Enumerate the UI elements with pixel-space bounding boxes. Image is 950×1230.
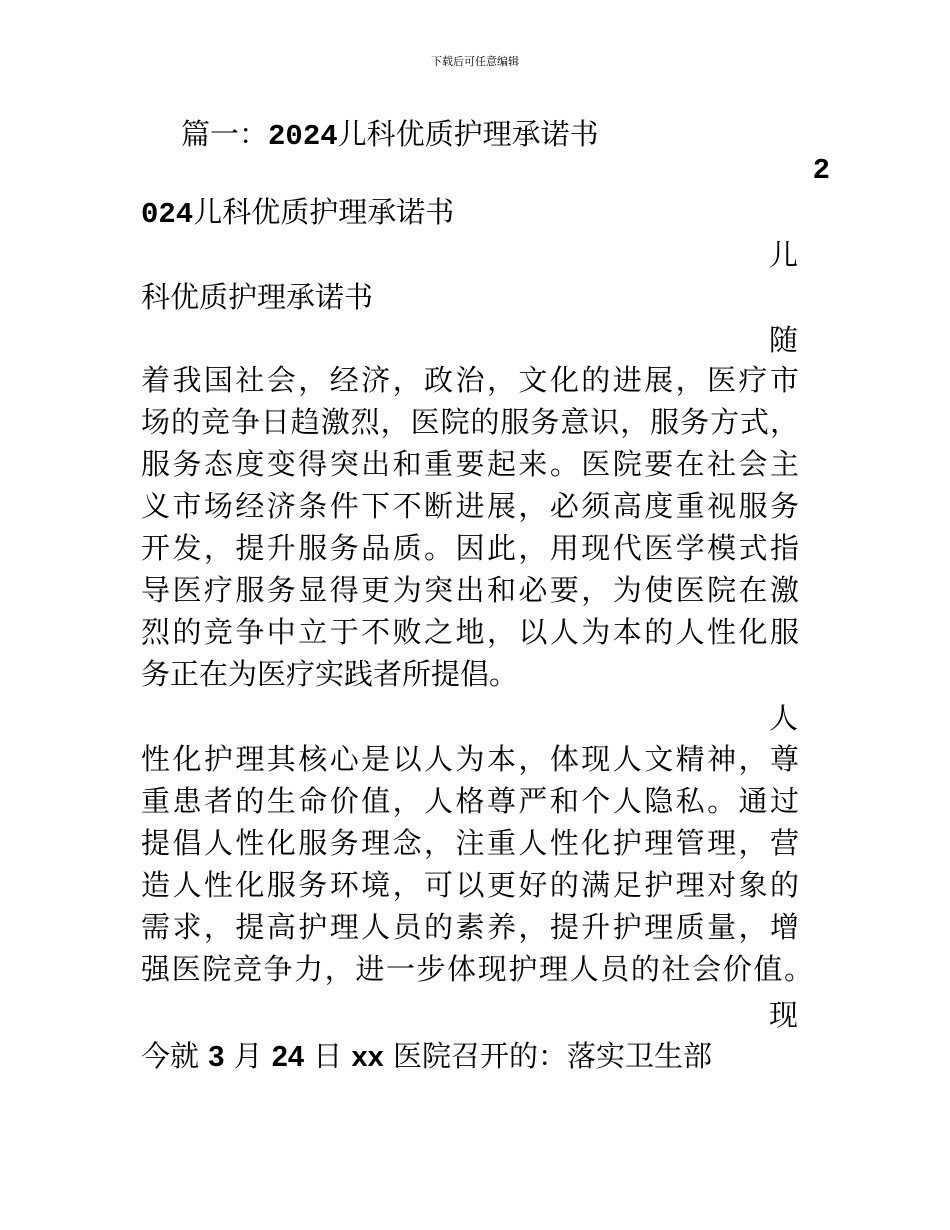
paragraph-2-start: 人 [768, 701, 798, 735]
line-4: 儿 [768, 238, 798, 272]
page-header: 下载后可任意编辑 [431, 55, 519, 68]
paragraph-3-line [141, 1038, 712, 1075]
title-rest: 儿科优质护理承诺书 [337, 117, 599, 151]
document-title [181, 116, 599, 155]
last-line-text-2: 月 [224, 1039, 272, 1073]
paragraph-1-line: 场的竞争日趋激烈，医院的服务意识，服务方式， [141, 405, 799, 439]
paragraph-1-line: 义市场经济条件下不断进展，必须高度重视服务 [141, 489, 799, 523]
last-line-text-4: 医院召开的：落实卫生部 [383, 1039, 712, 1073]
paragraph-2-line: 强医院竞争力，进一步体现护理人员的社会价值。 [141, 952, 813, 986]
last-line-day: 24 [271, 1041, 305, 1073]
paragraph-1-line: 烈的竞争中立于不败之地，以人为本的人性化服 [141, 615, 799, 649]
title-prefix: 篇一： [181, 117, 269, 151]
title-year: 2024 [268, 120, 338, 153]
paragraph-2-line: 提倡人性化服务理念，注重人性化护理管理，营 [141, 826, 799, 860]
paragraph-1-line: 开发，提升服务品质。因此，用现代医学模式指 [141, 531, 799, 565]
last-line-text-1: 今就 [141, 1039, 209, 1073]
last-line-month: 3 [208, 1041, 225, 1073]
paragraph-2-line: 性化护理其核心是以人为本，体现人文精神，尊 [141, 742, 799, 776]
paragraph-1-line: 服务态度变得突出和重要起来。医院要在社会主 [141, 447, 799, 481]
paragraph-2-line: 造人性化服务环境，可以更好的满足护理对象的 [141, 868, 799, 902]
paragraph-1-line: 导医疗服务显得更为突出和必要，为使医院在激 [141, 573, 799, 607]
paragraph-1-line: 务正在为医疗实践者所提倡。 [141, 657, 519, 691]
line-2: 2 [812, 154, 830, 187]
line-6: 随 [768, 323, 798, 357]
paragraph-2-line: 重患者的生命价值，人格尊严和个人隐私。通过 [141, 784, 799, 818]
line-3 [141, 194, 454, 233]
line-3-number: 024 [141, 198, 194, 231]
last-line-hospital-placeholder: xx [351, 1041, 384, 1073]
line-5: 科优质护理承诺书 [141, 280, 374, 314]
paragraph-3-start: 现 [768, 998, 798, 1032]
paragraph-2-line: 需求，提高护理人员的素养，提升护理质量，增 [141, 910, 799, 944]
paragraph-1-line: 着我国社会，经济，政治，文化的进展，医疗市 [141, 363, 799, 397]
line-3-text: 儿科优质护理承诺书 [193, 195, 455, 229]
last-line-text-3: 日 [304, 1039, 352, 1073]
